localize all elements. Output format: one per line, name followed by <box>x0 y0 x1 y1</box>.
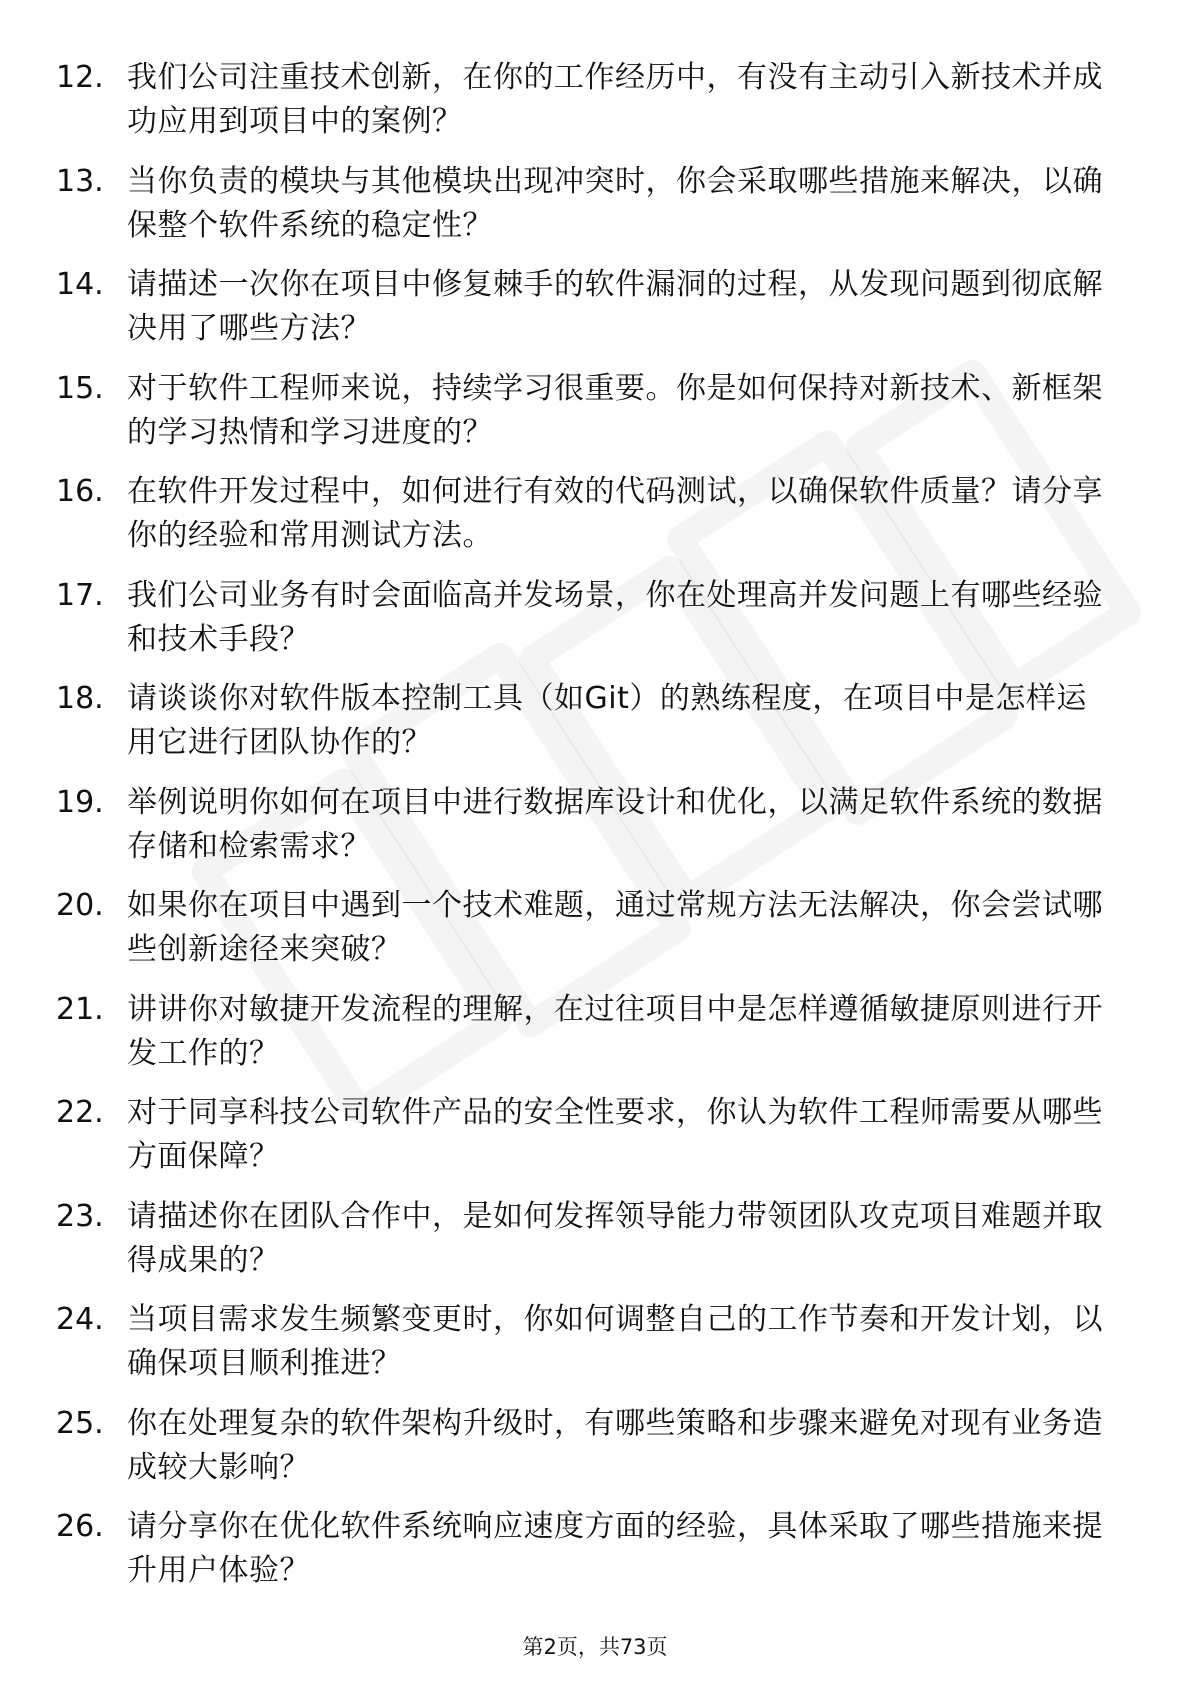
question-number: 13. <box>56 163 104 199</box>
question-text: 讲讲你对敏捷开发流程的理解，在过往项目中是怎样遵循敏捷原则进行开发工作的？ <box>127 991 1103 1071</box>
question-number: 23. <box>56 1198 104 1234</box>
question-text: 当项目需求发生频繁变更时，你如何调整自己的工作节奏和开发计划，以确保项目顺利推进？ <box>127 1302 1103 1381</box>
list-item <box>0 1292 1190 1396</box>
question-number: 22. <box>56 1095 104 1130</box>
question-number: 25. <box>56 1405 104 1441</box>
question-number: 16. <box>56 474 104 509</box>
question-number: 14. <box>56 267 104 302</box>
question-number: 17. <box>56 577 104 613</box>
question-text: 请描述一次你在项目中修复棘手的软件漏洞的过程，从发现问题到彻底解决用了哪些方法？ <box>127 267 1103 346</box>
list-item <box>0 50 1190 154</box>
question-text: 请分享你在优化软件系统响应速度方面的经验，具体采取了哪些措施来提升用户体验？ <box>127 1509 1103 1588</box>
list-item <box>0 671 1190 775</box>
list-item <box>0 1189 1190 1293</box>
question-number: 15. <box>56 370 104 406</box>
question-text: 在软件开发过程中，如何进行有效的代码测试，以确保软件质量？请分享你的经验和常用测试方法。 <box>127 474 1103 553</box>
question-number: 26. <box>56 1509 104 1544</box>
question-number: 19. <box>56 784 104 820</box>
question-text: 我们公司注重技术创新，在你的工作经历中，有没有主动引入新技术并成功应用到项目中的案例？ <box>127 60 1103 139</box>
question-number: 20. <box>56 888 104 923</box>
list-item <box>0 878 1190 982</box>
page-footer <box>0 1633 1190 1661</box>
question-text: 如果你在项目中遇到一个技术难题，通过常规方法无法解决，你会尝试哪些创新途径来突破？ <box>127 888 1103 967</box>
list-item <box>0 154 1190 258</box>
question-text: 对于软件工程师来说，持续学习很重要。你是如何保持对新技术、新框架的学习热情和学习进度的？ <box>127 370 1103 450</box>
question-text: 你在处理复杂的软件架构升级时，有哪些策略和步骤来避免对现有业务造成较大影响？ <box>127 1405 1103 1485</box>
question-number: 24. <box>56 1302 104 1337</box>
list-item <box>0 361 1190 465</box>
question-text: 请谈谈你对软件版本控制工具（如Git）的熟练程度，在项目中是怎样运用它进行团队协作的？ <box>127 681 1087 760</box>
list-item <box>0 1499 1190 1603</box>
list-item <box>0 982 1190 1086</box>
list-item <box>0 257 1190 361</box>
page-number-label: 第2页，共73页 <box>522 1635 668 1659</box>
list-item <box>0 1085 1190 1189</box>
question-text: 当你负责的模块与其他模块出现冲突时，你会采取哪些措施来解决，以确保整个软件系统的稳定性？ <box>127 163 1103 243</box>
question-text: 我们公司业务有时会面临高并发场景，你在处理高并发问题上有哪些经验和技术手段？ <box>127 577 1103 657</box>
question-text: 请描述你在团队合作中，是如何发挥领导能力带领团队攻克项目难题并取得成果的？ <box>127 1198 1103 1278</box>
question-number: 12. <box>56 60 104 95</box>
question-text: 举例说明你如何在项目中进行数据库设计和优化，以满足软件系统的数据存储和检索需求？ <box>127 784 1103 864</box>
question-number: 21. <box>56 991 104 1027</box>
question-text: 对于同享科技公司软件产品的安全性要求，你认为软件工程师需要从哪些方面保障？ <box>127 1095 1103 1174</box>
list-item <box>0 1396 1190 1500</box>
list-item <box>0 775 1190 879</box>
list-item <box>0 568 1190 672</box>
list-item <box>0 464 1190 568</box>
question-number: 18. <box>56 681 104 716</box>
question-list <box>0 50 1190 1603</box>
